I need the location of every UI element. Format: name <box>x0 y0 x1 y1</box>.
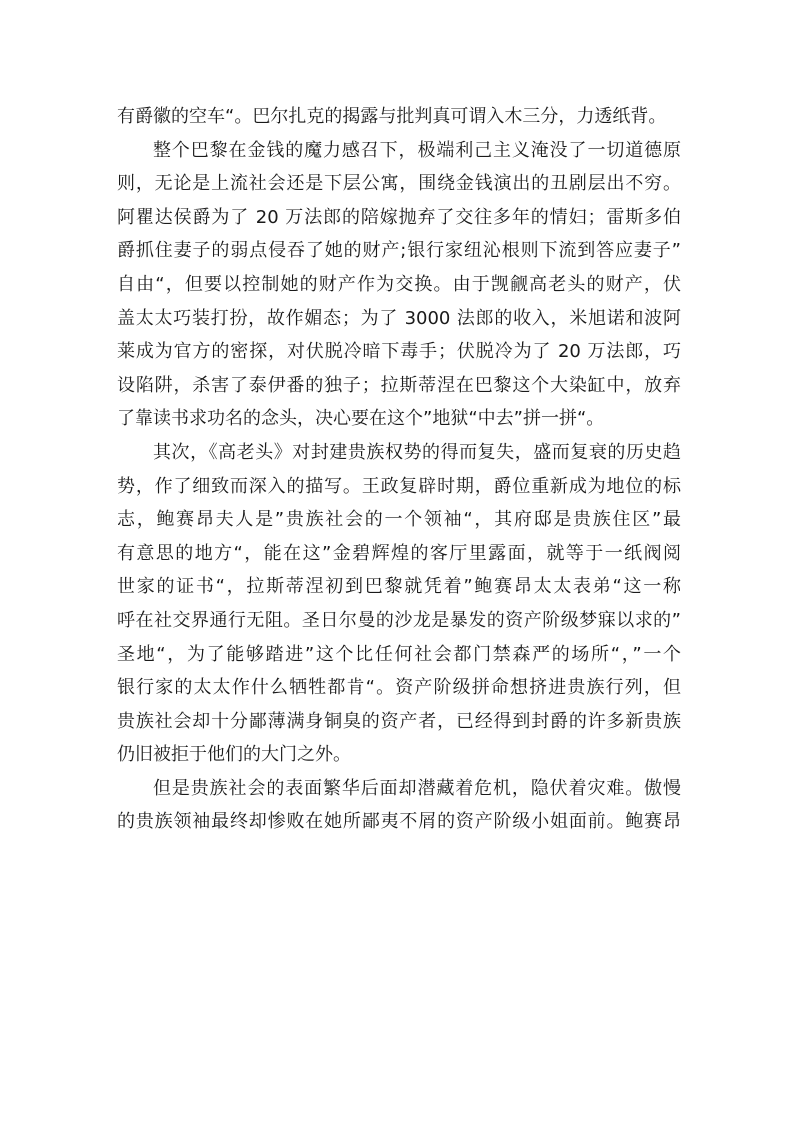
text-line: 圣地“，为了能够踏进”这个比任何社会都门禁森严的场所“，”一个 <box>117 643 681 665</box>
text-line: 有意思的地方“，能在这”金碧辉煌的客厅里露面，就等于一纸阀阅 <box>117 542 681 564</box>
text-line: 阿瞿达侯爵为了 20 万法郎的陪嫁抛弃了交往多年的情妇；雷斯多伯 <box>117 206 681 228</box>
body-text <box>117 100 681 839</box>
text-line: 爵抓住妻子的弱点侵吞了她的财产;银行家纽沁根则下流到答应妻子” <box>117 240 681 262</box>
text-line: 盖太太巧装打扮，故作媚态；为了 3000 法郎的收入，米旭诺和波阿 <box>117 307 681 329</box>
text-line: 则，无论是上流社会还是下层公寓，围绕金钱演出的丑剧层出不穷。 <box>117 173 681 195</box>
text-line: 志，鲍赛昂夫人是”贵族社会的一个领袖“，其府邸是贵族住区”最 <box>117 509 681 531</box>
text-line: 银行家的太太作什么牺牲都肯“。资产阶级拼命想挤进贵族行列，但 <box>117 677 681 699</box>
text-line: 世家的证书“，拉斯蒂涅初到巴黎就凭着”鲍赛昂太太表弟“这一称 <box>117 576 681 598</box>
text-line: 仍旧被拒于他们的大门之外。 <box>117 744 351 766</box>
text-line: 呼在社交界通行无阻。圣日尔曼的沙龙是暴发的资产阶级梦寐以求的” <box>117 609 681 631</box>
text-line: 有爵徽的空车“。巴尔扎克的揭露与批判真可谓入木三分，力透纸背。 <box>117 106 667 127</box>
paragraph-start-line: 整个巴黎在金钱的魔力感召下，极端利己主义淹没了一切道德原 <box>153 139 681 161</box>
text-line: 贵族社会却十分鄙薄满身铜臭的资产者，已经得到封爵的许多新贵族 <box>117 710 681 732</box>
text-line: 了靠读书求功名的念头，决心要在这个”地狱“中去”拼一拼“。 <box>117 408 605 430</box>
paragraph-start-line: 但是贵族社会的表面繁华后面却潜藏着危机，隐伏着灾难。傲慢 <box>153 777 681 799</box>
text-line: 自由“，但要以控制她的财产作为交换。由于觊觎高老头的财产，伏 <box>117 273 681 295</box>
text-line: 势，作了细致而深入的描写。王政复辟时期，爵位重新成为地位的标 <box>117 475 681 497</box>
text-line: 莱成为官方的密探，对伏脱冷暗下毒手；伏脱冷为了 20 万法郎，巧 <box>117 341 681 363</box>
paragraph-start-line: 其次，《高老头》对封建贵族权势的得而复失，盛而复衰的历史趋 <box>153 441 681 463</box>
text-line: 的贵族领袖最终却惨败在她所鄙夷不屑的资产阶级小姐面前。鲍赛昂 <box>117 811 681 833</box>
text-line: 设陷阱，杀害了泰伊番的独子；拉斯蒂涅在巴黎这个大染缸中，放弃 <box>117 374 681 396</box>
